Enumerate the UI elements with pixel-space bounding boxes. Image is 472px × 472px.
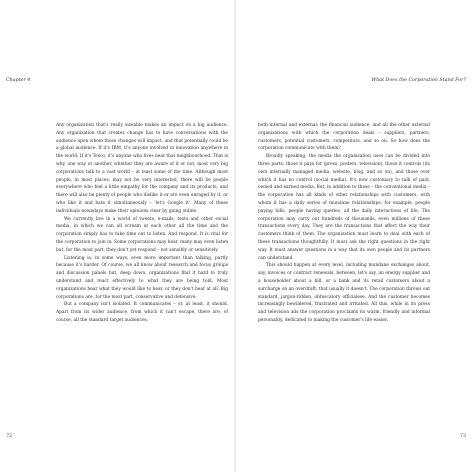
body-text <box>56 122 228 325</box>
paragraph: But a company isn't isolated. It communicates – or, at least, it should. Apart from its wider audience, from which it can't escape, there are, of course, all the standard target audiences, <box>56 302 228 323</box>
running-head: What Does the Corporation Stand For? <box>371 78 466 83</box>
paragraph: This should happen at every level, including mundane exchanges about, say, invoices or contract renewals, between, let's say, an energy supplier and a householder about a bill, or a bank and its retail customers about a surcharge on an overdraft; that usually it doesn't. The corporation throws out standard, jargon-ridden, obfuscatory officialese. And the customer becomes increasingly bewildered, frustrated and irritated. All this, while in its press and television ads the corporation proclaims its warm, friendly and informal personality, dedicated to making the customer's life easier. <box>258 263 430 323</box>
running-head: Chapter 4 <box>6 78 31 83</box>
paragraph: Broadly speaking, the media the organization uses can be divided into three parts: those it pays for (press, posters, television), those it controls (its own internally managed media, website, blog, and so on), and those over which it has no control (social media). It's now customary to talk of paid, owned and earned media. But, in addition to these – the conventional media – the corporation has all kinds of other relationships with customers, with whom it has a daily series of mundane relationships: for example, people paying bills, people having queries, all the daily interactions of life. The corporation may carry out hundreds of thousands, even millions of these transactions every day. They are the transactions that affect the way their customers think of them. The organization must learn to deal with each of these transactions thoughtfully. It must ask the right questions in the right way. It must answer questions in a way that its own people and its partners can understand. <box>258 154 430 261</box>
page-number: 72 <box>6 434 13 439</box>
page-number: 73 <box>459 434 466 439</box>
paragraph: Listening is, in some ways, even more important than talking, partly because it's harder. Of course, we all know about research and focus groups and discussion panels but, deep down, organizations find it hard to truly understand and react effectively to what they are being told. Most organizations hear what they would like to hear, or they don't hear at all. Big corporations are, for the most part, conservative and defensive. <box>56 255 228 300</box>
paragraph: Any organization that's really sizeable makes an impact on a big audience. Any organization that creates change has to have conversations with the audience upon whom those changes will impact, and that potentially could be a global audience. If it's IBM, it's anyone involved in innovation anywhere in the world. If it's Tesco, it's anyone who lives near that neighbourhood. That is why, one way or another, whether they are aware of it or not, most very big corporations talk to a vast world – at least some of the time. Although most people, in most places, may not be very interested, there will be people everywhere who feel a little empathy for the company and its products, and there will also be plenty of people who dislike it or are even enraged by it, or who like it and hate it simultaneously – 'let's Google it'. Many of these individuals nowadays make their opinions clear by going online. <box>56 123 228 214</box>
paragraph: We currently live in a world of tweets, e-mails, texts and other social media, in which we can all scream at each other all the time and the corporation simply has to take time out to listen. And respond. It is vital for the corporation to join in. Some corporations may hear, many may even listen but, for the most part, they don't yet respond – not sensibly or sensitively. <box>56 216 228 253</box>
body-text <box>258 122 430 325</box>
paragraph: both internal and external: the financial audience, and all the other external organizations with which the corporation deals – suppliers, partners, customers, potential customers, competitors, and so on. So how does the corporation communicate with them? <box>258 123 430 152</box>
right-page <box>236 0 472 472</box>
